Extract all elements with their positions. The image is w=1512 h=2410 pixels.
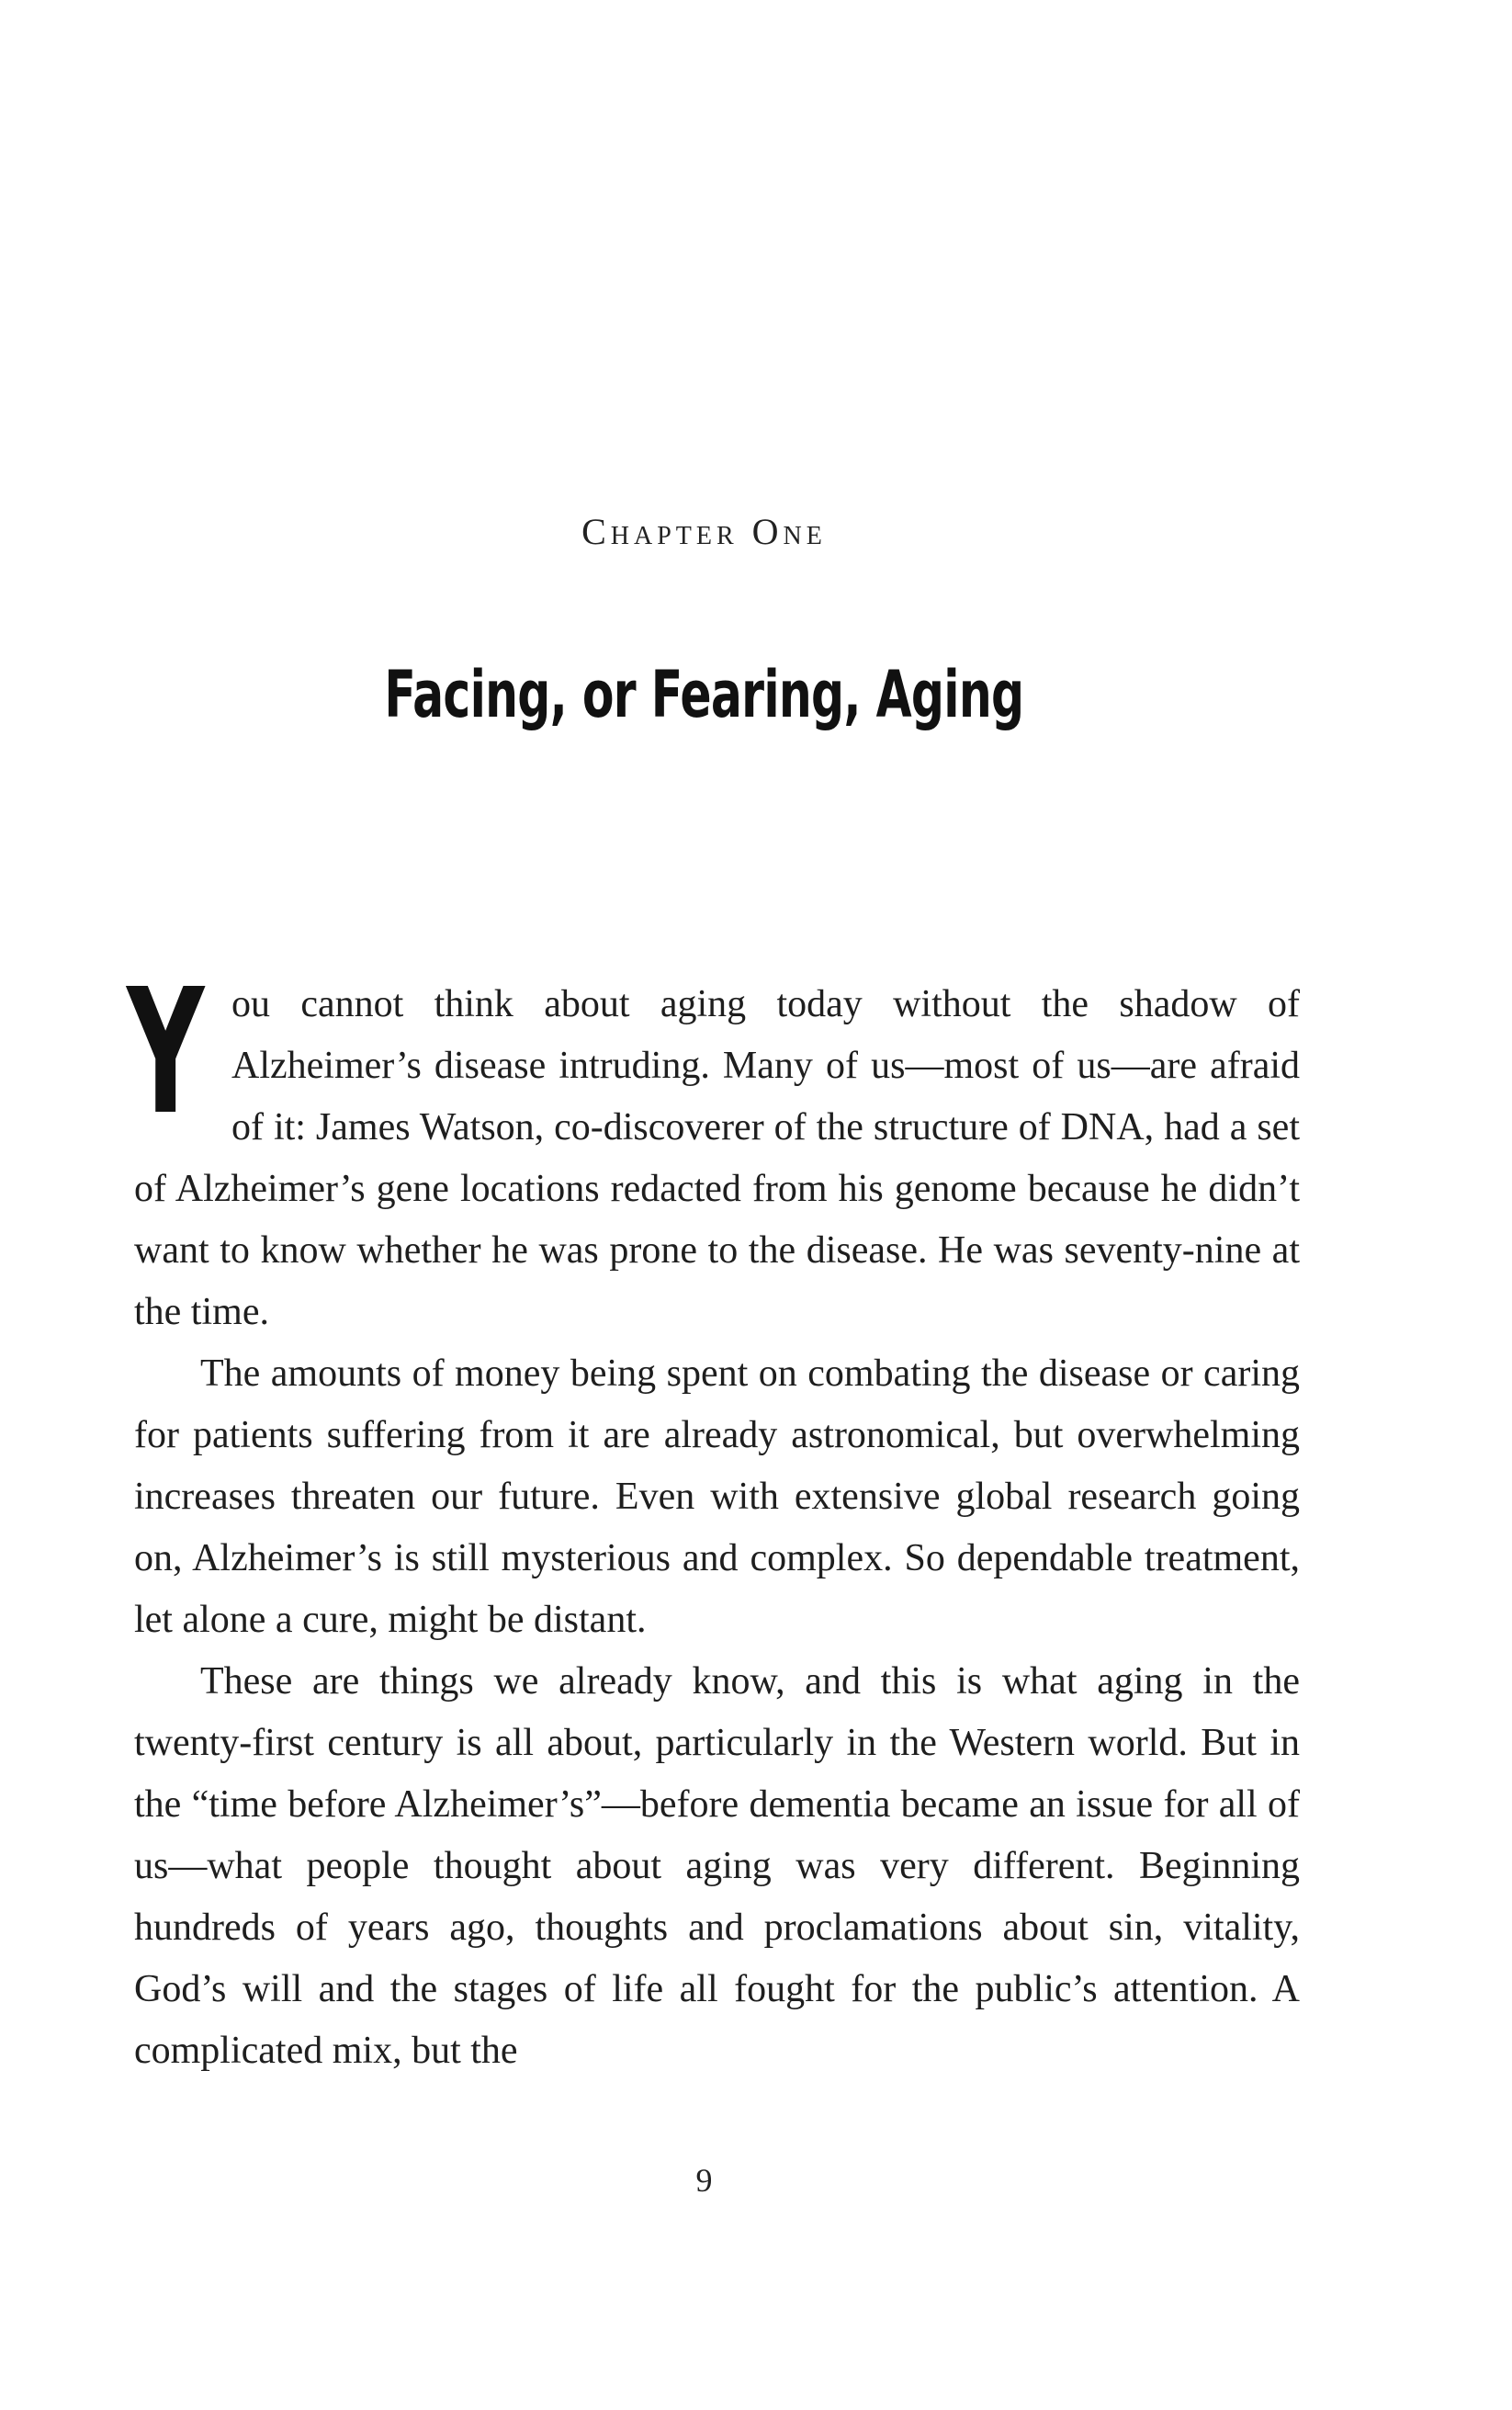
page-number: 9 (695, 2162, 713, 2199)
drop-cap: Y (127, 952, 205, 1153)
paragraph-1-text: ou cannot think about aging today without the shadow of Alzheimer’s disease intruding. Many of us—most of us—are afraid of it: James Watson, co-discoverer of the structure of DNA, had a set of Alzheimer’s gene locations redacted from his genome because he didn’t want to know whether he was prone to the disease. He was seventy-nine at the time. (134, 983, 1300, 1333)
chapter-label: Chapter One (581, 511, 827, 552)
chapter-title: Facing, or Fearing, Aging (384, 657, 1024, 732)
body-text (127, 952, 1300, 2082)
paragraph-1 (127, 952, 1300, 1343)
paragraph-2: The amounts of money being spent on combating the disease or caring for patients suffering from it are already astronomical, but overwhelming increases threaten our future. Even with extensive global research going on, Alzheimer’s is still mysterious and complex. So dependable treatment, let alone a cure, might be distant. (134, 1352, 1300, 1641)
paragraph-3: These are things we already know, and this is what aging in the twenty-first century is all about, particularly in the Western world. But in the “time before Alzheimer’s”—before dementia became an issue for all of us—what people thought about aging was very different. Beginning hundreds of years ago, thoughts and proclamations about sin, vitality, God’s will and the stages of life all fought for the public’s attention. A complicated mix, but the (134, 1660, 1300, 2072)
